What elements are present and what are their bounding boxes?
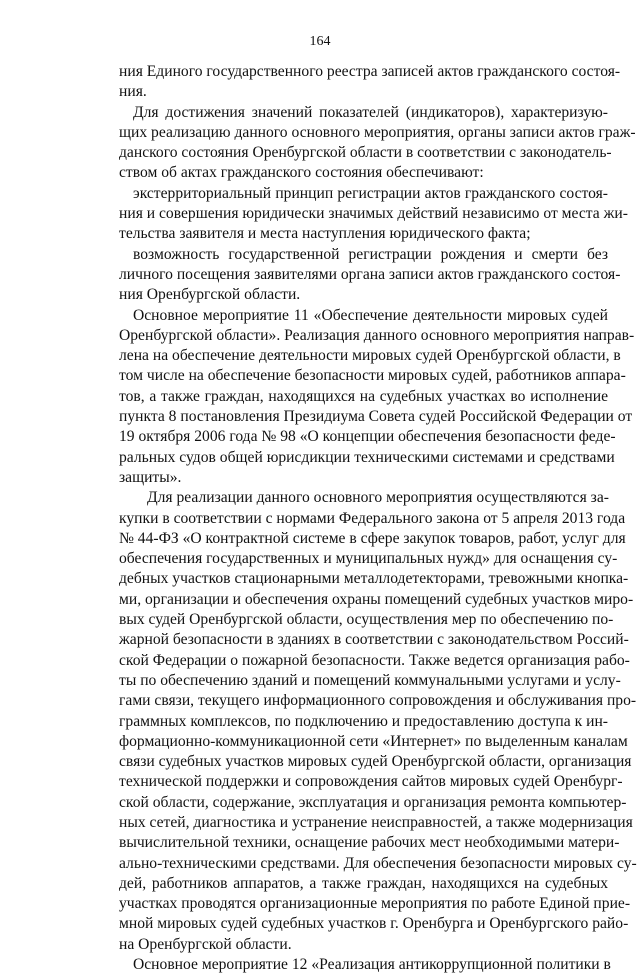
paragraph-6-line: ской области, содержание, эксплуатация и организация ремонта компьютер- <box>119 793 627 811</box>
paragraph-4-line: возможность государственной регистрации рождения и смерти без <box>133 245 608 263</box>
paragraph-2-line: ством об актах гражданского состояния обеспечивают: <box>119 164 484 182</box>
paragraph-5-line: том числе на обеспечение безопасности мировых судей, работников аппара- <box>119 367 626 385</box>
paragraph-7-line: Основное мероприятие 12 «Реализация антикоррупционной политики в <box>133 956 611 974</box>
paragraph-6-line: купки в соответствии с нормами Федерального закона от 5 апреля 2013 года <box>119 509 626 527</box>
paragraph-5-line: тов, а также граждан, находящихся на судебных участках во исполнение <box>119 387 608 405</box>
paragraph-6-line: ты по обеспечению зданий и помещений коммунальными услугами и услу- <box>119 671 621 689</box>
paragraph-5-line: 19 октября 2006 года № 98 «О концепции обеспечения безопасности феде- <box>119 428 616 446</box>
paragraph-6-line: на Оренбургской области. <box>119 935 292 953</box>
paragraph-2-line: Для достижения значений показателей (индикаторов), характеризую- <box>133 103 608 121</box>
paragraph-5-line: защиты». <box>119 468 182 486</box>
paragraph-5-line: ральных судов общей юрисдикции техническими системами и средствами <box>119 448 615 466</box>
paragraph-5-line: Основное мероприятие 11 «Обеспечение деятельности мировых судей <box>133 306 608 324</box>
paragraph-3-line: экстерриториальный принцип регистрации актов гражданского состоя- <box>133 184 608 202</box>
paragraph-4-line: личного посещения заявителями органа записи актов гражданского состоя- <box>119 265 621 283</box>
paragraph-6-line: участках проводятся организационные мероприятия по работе Единой прие- <box>119 895 631 913</box>
paragraph-6-line: вых судей Оренбургской области, осуществления мер по обеспечению по- <box>119 611 614 629</box>
paragraph-6-line: ми, организации и обеспечения охраны помещений судебных участков миро- <box>119 590 634 608</box>
paragraph-6-line: № 44-ФЗ «О контрактной системе в сфере закупок товаров, работ, услуг для <box>119 529 626 547</box>
paragraph-6-line: мной мировых судей судебных участков г. Оренбурга и Оренбургского райо- <box>119 915 629 933</box>
paragraph-6-line: дей, работников аппаратов, а также граждан, находящихся на судебных <box>119 874 608 892</box>
paragraph-6-line: граммных комплексов, по подключению и предоставлению доступа к ин- <box>119 712 608 730</box>
paragraph-6-line: обеспечения государственных и муниципальных нужд» для оснащения су- <box>119 550 618 568</box>
paragraph-6-line: технической поддержки и сопровождения сайтов мировых судей Оренбург- <box>119 773 623 791</box>
paragraph-5-line: Оренбургской области». Реализация данного основного мероприятия направ- <box>119 326 635 344</box>
page-number: 164 <box>309 34 331 49</box>
paragraph-2-line: данского состояния Оренбургской области в соответствии с законодатель- <box>119 144 612 162</box>
paragraph-6-line: Для реализации данного основного мероприятия осуществляются за- <box>147 489 609 507</box>
paragraph-6-line: ской Федерации о пожарной безопасности. Также ведется организация рабо- <box>119 651 630 669</box>
paragraph-1-line: ния Единого государственного реестра записей актов гражданского состоя- <box>119 63 621 80</box>
paragraph-5-line: лена на обеспечение деятельности мировых судей Оренбургской области, в <box>119 347 621 365</box>
paragraph-3-line: тельства заявителя и места наступления юридического факта; <box>119 225 531 243</box>
document-body <box>119 62 637 975</box>
paragraph-3-line: ния и совершения юридически значимых действий независимо от места жи- <box>119 205 628 223</box>
paragraph-6-line: жарной безопасности в зданиях в соответствии с законодательством Россий- <box>119 631 629 649</box>
paragraph-1-line: ния. <box>119 83 147 101</box>
paragraph-4-line: ния Оренбургской области. <box>119 286 301 304</box>
paragraph-6-line: связи судебных участков мировых судей Оренбургской области, организация <box>119 753 632 771</box>
paragraph-6-line: ных сетей, диагностика и устранение неисправностей, а также модернизация <box>119 813 633 831</box>
paragraph-6-line: гами связи, текущего информационного сопровождения и обслуживания про- <box>119 692 637 710</box>
paragraph-6-line: ально-техническими средствами. Для обеспечения безопасности мировых су- <box>119 854 637 872</box>
paragraph-6-line: дебных участков стационарными металлодетекторами, тревожными кнопка- <box>119 570 629 588</box>
paragraph-2-line: щих реализацию данного основного мероприятия, органы записи актов граж- <box>119 123 636 141</box>
paragraph-6-line: вычислительной техники, оснащение рабочих мест необходимыми матери- <box>119 834 620 852</box>
paragraph-6-line: формационно-коммуникационной сети «Интернет» по выделенным каналам <box>119 732 628 750</box>
paragraph-5-line: пункта 8 постановления Президиума Совета судей Российской Федерации от <box>119 408 633 426</box>
